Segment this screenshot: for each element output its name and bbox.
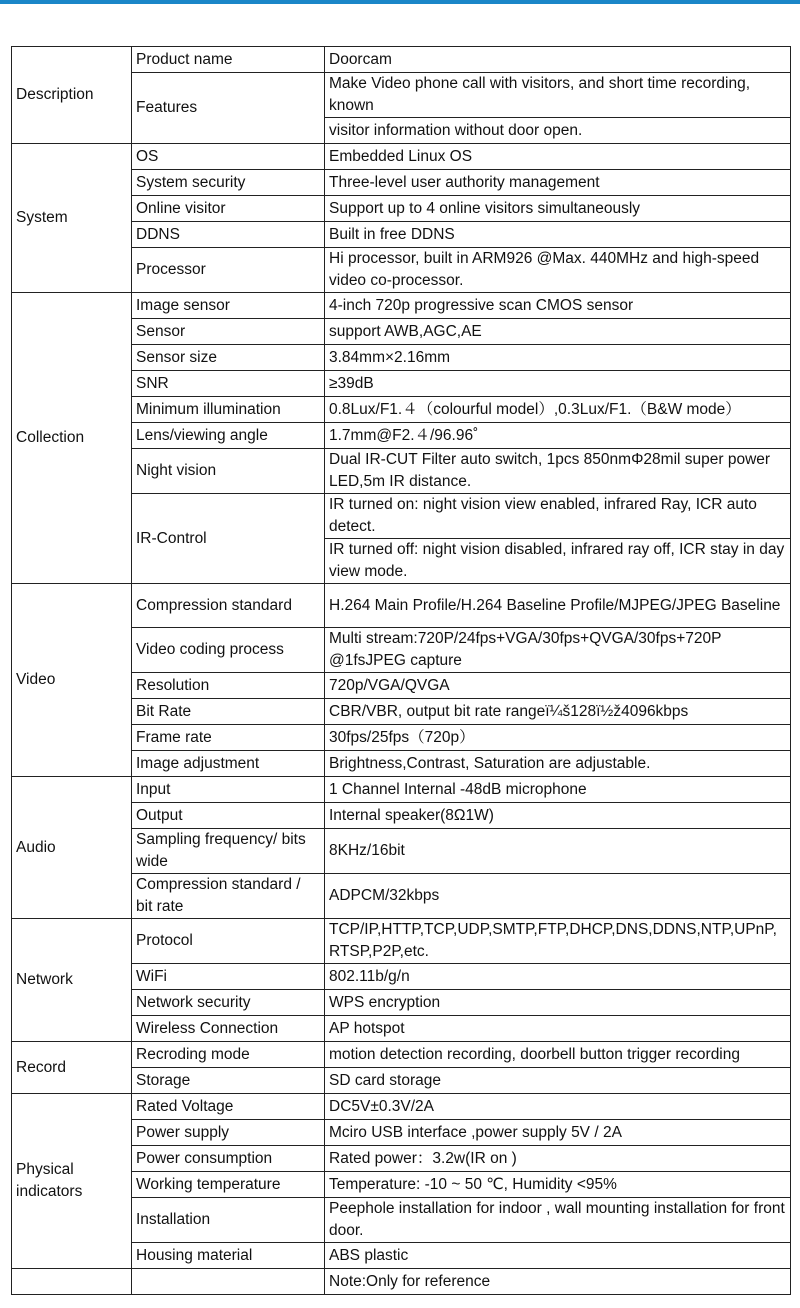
table-row: [12, 1042, 791, 1068]
table-row: [12, 144, 791, 170]
spec-value: CBR/VBR, output bit rate rangeï¼š128ï½ž4096kbps: [325, 699, 791, 725]
spec-label: Rated Voltage: [132, 1094, 325, 1120]
section-name: Physical indicators: [12, 1094, 132, 1269]
spec-label: WiFi: [132, 964, 325, 990]
note-row: [12, 1269, 791, 1295]
spec-value: 802.11b/g/n: [325, 964, 791, 990]
spec-value: ADPCM/32kbps: [325, 874, 791, 919]
table-row: [12, 293, 791, 319]
section-name: Collection: [12, 293, 132, 584]
spec-label: Compression standard: [132, 584, 325, 628]
section-name: Network: [12, 919, 132, 1042]
spec-label: Image sensor: [132, 293, 325, 319]
top-accent-bar: [0, 0, 800, 4]
section-name: Description: [12, 47, 132, 144]
spec-value: Three-level user authority management: [325, 170, 791, 196]
spec-value: ≥39dB: [325, 371, 791, 397]
spec-label: IR-Control: [132, 494, 325, 584]
spec-value: 1.7mm@F2.４/96.96˚: [325, 423, 791, 449]
spec-value: Mciro USB interface ,power supply 5V / 2A: [325, 1120, 791, 1146]
spec-label: Installation: [132, 1198, 325, 1243]
spec-value: Brightness,Contrast, Saturation are adjustable.: [325, 751, 791, 777]
spec-label: DDNS: [132, 222, 325, 248]
spec-label: SNR: [132, 371, 325, 397]
section-name: Video: [12, 584, 132, 777]
spec-label: Product name: [132, 47, 325, 73]
empty-cell: [12, 1269, 132, 1295]
spec-value: ABS plastic: [325, 1243, 791, 1269]
spec-value: visitor information without door open.: [325, 118, 791, 144]
spec-label: Output: [132, 803, 325, 829]
spec-label: Storage: [132, 1068, 325, 1094]
spec-value: AP hotspot: [325, 1016, 791, 1042]
spec-label: Bit Rate: [132, 699, 325, 725]
spec-label: Working temperature: [132, 1172, 325, 1198]
table-row: [12, 777, 791, 803]
spec-label: Network security: [132, 990, 325, 1016]
spec-label: Online visitor: [132, 196, 325, 222]
spec-label: Input: [132, 777, 325, 803]
spec-label: Frame rate: [132, 725, 325, 751]
spec-value: Dual IR-CUT Filter auto switch, 1pcs 850nmΦ28mil super power LED,5m IR distance.: [325, 449, 791, 494]
spec-value: 1 Channel Internal -48dB microphone: [325, 777, 791, 803]
spec-value: Rated power：3.2w(IR on ): [325, 1146, 791, 1172]
spec-value: support AWB,AGC,AE: [325, 319, 791, 345]
spec-label: Sensor: [132, 319, 325, 345]
spec-value: Internal speaker(8Ω1W): [325, 803, 791, 829]
spec-label: Resolution: [132, 673, 325, 699]
spec-label: Minimum illumination: [132, 397, 325, 423]
spec-label: Protocol: [132, 919, 325, 964]
table-row: [12, 1094, 791, 1120]
spec-value: Hi processor, built in ARM926 @Max. 440MHz and high-speed video co-processor.: [325, 248, 791, 293]
spec-label: Processor: [132, 248, 325, 293]
spec-value: TCP/IP,HTTP,TCP,UDP,SMTP,FTP,DHCP,DNS,DDNS,NTP,UPnP,RTSP,P2P,etc.: [325, 919, 791, 964]
spec-label: Video coding process: [132, 628, 325, 673]
spec-value: 720p/VGA/QVGA: [325, 673, 791, 699]
spec-label: Features: [132, 73, 325, 144]
spec-value: 0.8Lux/F1.４（colourful model）,0.3Lux/F1.（B&W mode）: [325, 397, 791, 423]
spec-value: Built in free DDNS: [325, 222, 791, 248]
section-name: System: [12, 144, 132, 293]
spec-table: [11, 46, 791, 1295]
spec-label: Night vision: [132, 449, 325, 494]
spec-value: 8KHz/16bit: [325, 829, 791, 874]
spec-value: Make Video phone call with visitors, and short time recording, known: [325, 73, 791, 118]
spec-value: motion detection recording, doorbell button trigger recording: [325, 1042, 791, 1068]
note-text: Note:Only for reference: [325, 1269, 791, 1295]
spec-value: Doorcam: [325, 47, 791, 73]
spec-label: Power consumption: [132, 1146, 325, 1172]
section-name: Audio: [12, 777, 132, 919]
spec-value: Support up to 4 online visitors simultaneously: [325, 196, 791, 222]
spec-label: Wireless Connection: [132, 1016, 325, 1042]
spec-value: IR turned on: night vision view enabled, infrared Ray, ICR auto detect.: [325, 494, 791, 539]
spec-label: Lens/viewing angle: [132, 423, 325, 449]
spec-value: Embedded Linux OS: [325, 144, 791, 170]
spec-label: OS: [132, 144, 325, 170]
table-row: [12, 919, 791, 964]
spec-label: Compression standard / bit rate: [132, 874, 325, 919]
spec-label: Image adjustment: [132, 751, 325, 777]
spec-value: 3.84mm×2.16mm: [325, 345, 791, 371]
spec-value: 30fps/25fps（720p）: [325, 725, 791, 751]
spec-value: WPS encryption: [325, 990, 791, 1016]
table-row: [12, 584, 791, 628]
spec-value: Multi stream:720P/24fps+VGA/30fps+QVGA/30fps+720P @1fsJPEG capture: [325, 628, 791, 673]
spec-label: Power supply: [132, 1120, 325, 1146]
spec-value: IR turned off: night vision disabled, infrared ray off, ICR stay in day view mode.: [325, 539, 791, 584]
spec-label: Recroding mode: [132, 1042, 325, 1068]
spec-value: Peephole installation for indoor , wall mounting installation for front door.: [325, 1198, 791, 1243]
spec-value: 4-inch 720p progressive scan CMOS sensor: [325, 293, 791, 319]
table-row: [12, 47, 791, 73]
spec-label: Sampling frequency/ bits wide: [132, 829, 325, 874]
spec-value: Temperature: -10 ~ 50 ℃, Humidity <95%: [325, 1172, 791, 1198]
spec-value: H.264 Main Profile/H.264 Baseline Profile/MJPEG/JPEG Baseline: [325, 584, 791, 628]
spec-label: System security: [132, 170, 325, 196]
empty-cell: [132, 1269, 325, 1295]
spec-value: SD card storage: [325, 1068, 791, 1094]
spec-label: Housing material: [132, 1243, 325, 1269]
spec-label: Sensor size: [132, 345, 325, 371]
spec-value: DC5V±0.3V/2A: [325, 1094, 791, 1120]
section-name: Record: [12, 1042, 132, 1094]
